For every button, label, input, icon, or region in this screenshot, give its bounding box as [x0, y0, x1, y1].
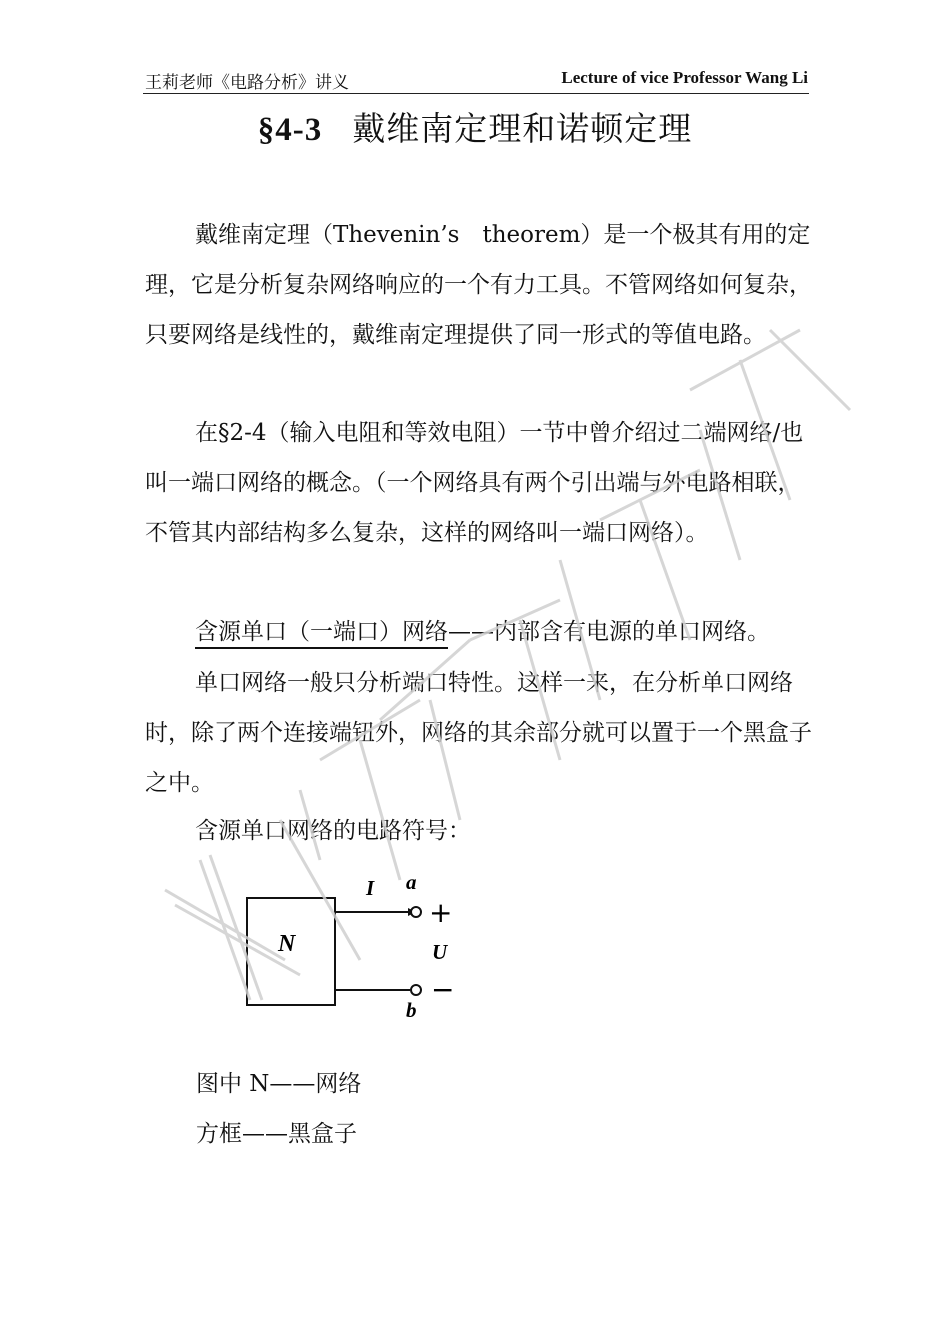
terminal-a [411, 907, 421, 917]
paragraph-thevenin-intro: 戴维南定理（Thevenin’s theorem）是一个极其有用的定理，它是分析复杂网络响应的一个有力工具。不管网络如何复杂，只要网络是线性的，戴维南定理提供了同一形式的等值电路。 [145, 222, 812, 348]
paragraph-black-box: 单口网络一般只分析端口特性。这样一来，在分析单口网络时，除了两个连接端钮外，网络的其余部分就可以置于一个黑盒子之中。 [145, 670, 812, 796]
term-active-one-port: 含源单口（一端口）网络 [195, 619, 448, 645]
voltage-label: U [432, 940, 448, 964]
paragraph-active-one-port [145, 607, 817, 657]
header-course-title: 王莉老师《电路分析》讲义 [145, 73, 349, 93]
header-divider [143, 93, 809, 94]
header-lecturer: Lecture of vice Professor Wang Li [561, 68, 808, 87]
term-definition: ——内部含有电源的单口网络。 [448, 619, 770, 645]
current-label: I [366, 876, 375, 900]
one-port-network-diagram [240, 865, 470, 1025]
section-number: §4-3 [257, 112, 323, 148]
terminal-b [411, 985, 421, 995]
section-heading: 戴维南定理和诺顿定理 [352, 109, 693, 148]
terminal-b-label: b [406, 998, 417, 1022]
paragraph-circuit-symbol: 含源单口网络的电路符号： [195, 818, 471, 844]
box-label-n: N [278, 931, 296, 957]
legend-network: 图中 N——网络 [196, 1071, 362, 1097]
legend-black-box: 方框——黑盒子 [196, 1121, 357, 1147]
paragraph-one-port-concept: 在§2-4（输入电阻和等效电阻）一节中曾介绍过二端网络/也叫一端口网络的概念。（一个网络具有两个引出端与外电路相联，不管其内部结构多么复杂，这样的网络叫一端口网络）。 [145, 420, 804, 546]
terminal-a-label: a [406, 870, 417, 894]
plus-sign: + [429, 896, 453, 929]
section-title [0, 103, 950, 150]
minus-sign: − [431, 973, 455, 1006]
